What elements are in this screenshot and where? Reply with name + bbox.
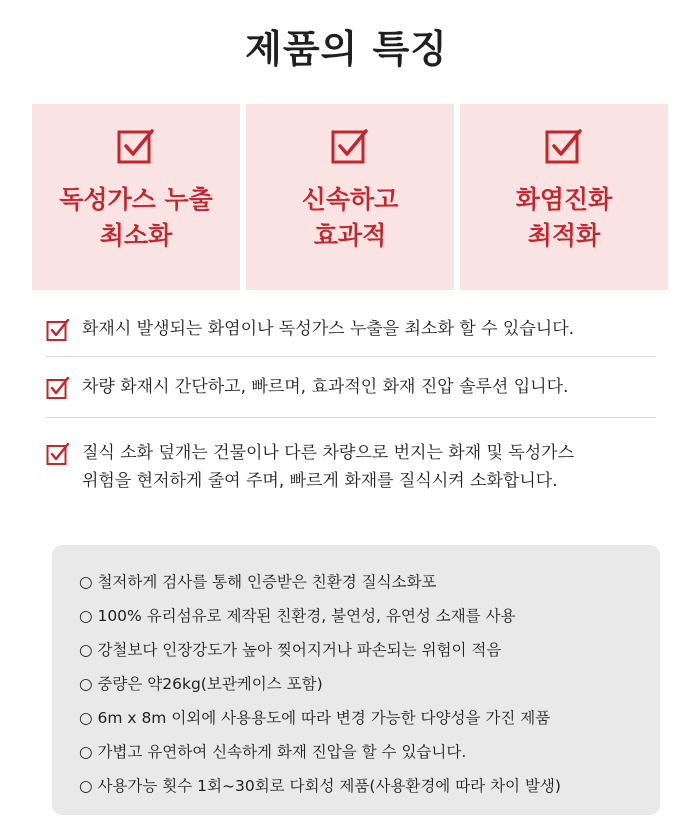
checkbox-icon bbox=[116, 126, 156, 166]
spec-list bbox=[52, 545, 660, 803]
spec-item: ○ 철저하게 검사를 통해 인증받은 친환경 질식소화포 bbox=[79, 573, 437, 591]
feature-item bbox=[46, 315, 656, 343]
feature-card-fast bbox=[246, 104, 454, 290]
divider bbox=[46, 417, 656, 418]
feature-card-label: 화염진화 최적화 bbox=[515, 185, 613, 250]
checkbox-icon bbox=[46, 318, 70, 342]
feature-card-toxic-gas bbox=[32, 104, 240, 290]
spec-item: ○ 강철보다 인장강도가 높아 찢어지거나 파손되는 위험이 적음 bbox=[79, 641, 502, 659]
feature-text: 화재시 발생되는 화염이나 독성가스 누출을 최소화 할 수 있습니다. bbox=[82, 319, 575, 339]
checkbox-icon bbox=[544, 126, 584, 166]
feature-text: 차량 화재시 간단하고, 빠르며, 효과적인 화재 진압 솔루션 입니다. bbox=[82, 377, 569, 397]
spec-box bbox=[52, 545, 660, 815]
checkbox-icon bbox=[330, 126, 370, 166]
feature-card-flame bbox=[460, 104, 668, 290]
page-title: 제품의 특징 bbox=[245, 27, 448, 71]
spec-item: ○ 사용가능 횟수 1회~30회로 다회성 제품(사용환경에 따라 차이 발생) bbox=[79, 777, 561, 795]
spec-item: ○ 6m x 8m 이외에 사용용도에 따라 변경 가능한 다양성을 가진 제품 bbox=[79, 709, 551, 727]
feature-card-label: 독성가스 누출 최소화 bbox=[59, 185, 213, 250]
spec-item: ○ 가볍고 유연하여 신속하게 화재 진압을 할 수 있습니다. bbox=[79, 743, 467, 761]
divider bbox=[46, 356, 656, 357]
feature-cards bbox=[32, 104, 668, 290]
feature-card-label: 신속하고 효과적 bbox=[301, 185, 399, 250]
spec-item: ○ 100% 유리섬유로 제작된 친환경, 불연성, 유연성 소재를 사용 bbox=[79, 607, 516, 625]
checkbox-icon bbox=[46, 442, 70, 466]
checkbox-icon bbox=[46, 376, 70, 400]
spec-item: ○ 중량은 약26kg(보관케이스 포함) bbox=[79, 675, 323, 693]
feature-item bbox=[46, 373, 656, 401]
feature-text: 질식 소화 덮개는 건물이나 다른 차량으로 번지는 화재 및 독성가스 위험을 현저하게 줄여 주며, 빠르게 화재를 질식시켜 소화합니다. bbox=[82, 443, 575, 491]
feature-item bbox=[46, 439, 656, 495]
